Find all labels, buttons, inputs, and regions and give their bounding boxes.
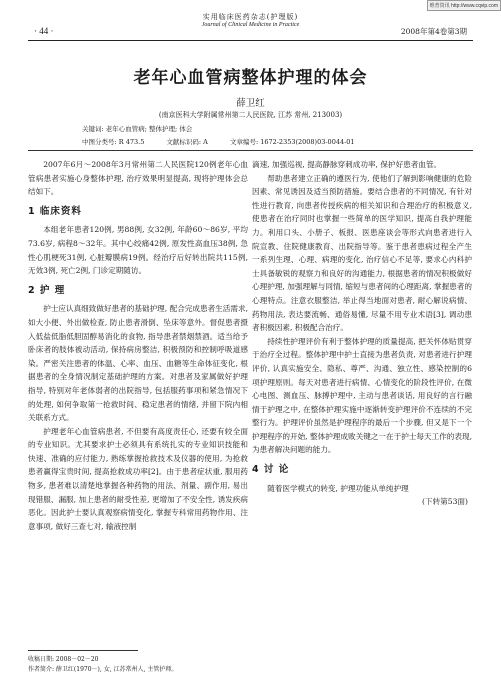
abstract-rule	[28, 150, 473, 151]
issue-info: 2008年第4卷第3期	[400, 27, 467, 36]
right-column	[252, 158, 472, 509]
evaluation-paragraph: 持续性护理评价有利于整体护理的质量提高, 把关怀体贴贯穿于治疗全过程。整体护理中护士直接为患者负责, 对患者进行护理评价, 认真实施安全、隐私、尊严、沟通、独立性、感染控制的6项护理原则。每天对患者进行病情、心情变化的阶段性评价, 在微心电图、测血压、脉搏护理中, 主动与患者谈话, 用良好的言行融情于护理之中, 在整体护理实施中逐渐转变护理评价不连续的不完整行为。护理评价虽然是护理程序的最后一个步骤, 但又是下一个护理程序的开始, 整体护理成败关键之一在于护士每天工作的表现, 为患者解决问题的能力。	[252, 336, 472, 455]
section-heading-discussion: 4 讨 论	[252, 464, 290, 476]
nursing-paragraph-2: 护理老年心血管病患者, 不但要有高度责任心, 还要有较全面的专业知识。尤其要求护士必须具有系统扎实的专业知识技能和快速、准确的应付能力, 熟练掌握抢救技术及仪器的使用, 为抢救患者赢得宝贵时间, 提高抢救成功率[2]。由于患者症状重, 服用药物多, 患者难以清楚地掌握各种药物的用法、剂量、副作用, 易出现错服、漏服, 加上患者的耐受性差, 更增加了不安全性, 诱发疾病恶化。因此护士要认真观察病情变化, 掌握专科常用药物作用、注意事项, 做好三查七对, 输液控制	[28, 426, 248, 531]
article-title: 老年心血管病整体护理的体会	[133, 68, 368, 88]
article-number: 文章编号: 1672-2353(2008)03-0044-01	[229, 138, 355, 146]
header-rule	[28, 40, 473, 41]
classification-line	[82, 137, 375, 146]
author-name: 薛卫红	[236, 98, 265, 109]
page-number: · 44 ·	[34, 26, 54, 36]
received-date: 收稿日期: 2008－02－20	[28, 656, 99, 663]
document-code: 文献标识码: A	[166, 138, 208, 146]
education-paragraph: 帮助患者建立正确的遵医行为, 使他们了解到影响健康的危险因素、常见诱因及适当预防措施。要结合患者的不同情况, 有针对性进行教育, 向患者传授疾病的相关知识和合理治疗的积极意义, 使患者在治疗同时也掌握一些简单的医学知识, 提高自我护理能力。利用口头、小册子、板报、医患座谈会等形式向患者进行入院宣教、住院健康教育、出院指导等。鉴于患者患病过程全产生一系列生理、心理、病理的变化, 治疗信心不足等, 要求心内科护士具备敏锐的观察力和良好的沟通能力, 根据患者的情况积极做好心理护理, 加强理解与同情, 缩短与患者间的心理距离, 掌握患者的心理特点。注意衣服整洁, 举止得当地面对患者, 耐心解说病情、药物用法, 表达要流畅、通俗易懂, 尽量不用专业术语[3], 调动患者积极因素, 积极配合治疗。	[252, 173, 472, 333]
clinical-data-paragraph: 本组老年患者120例, 男88例, 女32例, 年龄60～86岁, 平均73.6岁, 病程8～32年。其中心绞痛42例, 原发性高血压38例, 急性心肌梗死31例, 心脏瓣膜病19例。经治疗后好转出院共115例, 无效3例, 死亡2例, 门诊定期随访。	[28, 225, 248, 276]
clc-number: 中图分类号: R 473.5	[82, 138, 145, 146]
footnote	[28, 655, 177, 675]
journal-title-en: Journal of Clinical Medicine in Practice	[201, 22, 300, 28]
section-heading-nursing: 2 护 理	[28, 284, 66, 296]
continued-note: (下转第53面)	[422, 497, 468, 507]
keywords: 关键词: 老年心血管病; 整体护理; 体会	[82, 125, 193, 133]
journal-title-cn: 实用临床医药杂志(护理版)	[202, 13, 299, 21]
watermark: 维普资讯 http://www.cqvip.com	[427, 0, 501, 11]
discussion-paragraph: 随着医学模式的转变, 护理功能从单纯护理	[267, 483, 409, 493]
affiliation: (南京医科大学附属常州第二人民医院, 江苏 常州, 213003)	[158, 111, 343, 119]
section-heading-clinical-data: 1 临床资料	[28, 205, 82, 217]
left-column	[28, 158, 248, 533]
intro-paragraph: 2007年6月～2008年3月常州第二人民医院120例老年心血管病患者实施心身整体护理, 治疗效果明显提高, 现将护理体会总结如下。	[28, 160, 248, 197]
journal-header	[0, 8, 501, 42]
footnote-rule	[28, 650, 138, 651]
continued-paragraph: 滴速, 加强巡视, 提高静脉穿刺成功率, 保护好患者血管。	[252, 160, 442, 169]
nursing-paragraph-1: 护士应认真细致做好患者的基础护理, 配合完成患者生活需求, 如大小便、外出做检查, 防止患者滑倒、坠床等意外。督促患者摄入低盐低脂低胆固醇易消化的食物, 指导患者禁烟禁酒。适当给予卧床者的肢体被动活动, 保持病房整洁, 积极预防和控制呼吸道感染。严密关注患者的体温、心率、血压、血糖等生命体征变化, 根据患者的全身情况制定基础护理的方案。对患者及家属做好护理指导, 特别对年老体弱者的出院指导, 包括服药事项和紧急情况下的处理, 如何争取第一抢救时间、稳定患者的情绪, 并留下院内相关联系方式。	[28, 304, 248, 423]
author-bio: 作者简介: 薛卫红(1970－), 女, 江苏常州人, 主管护师。	[28, 666, 178, 673]
